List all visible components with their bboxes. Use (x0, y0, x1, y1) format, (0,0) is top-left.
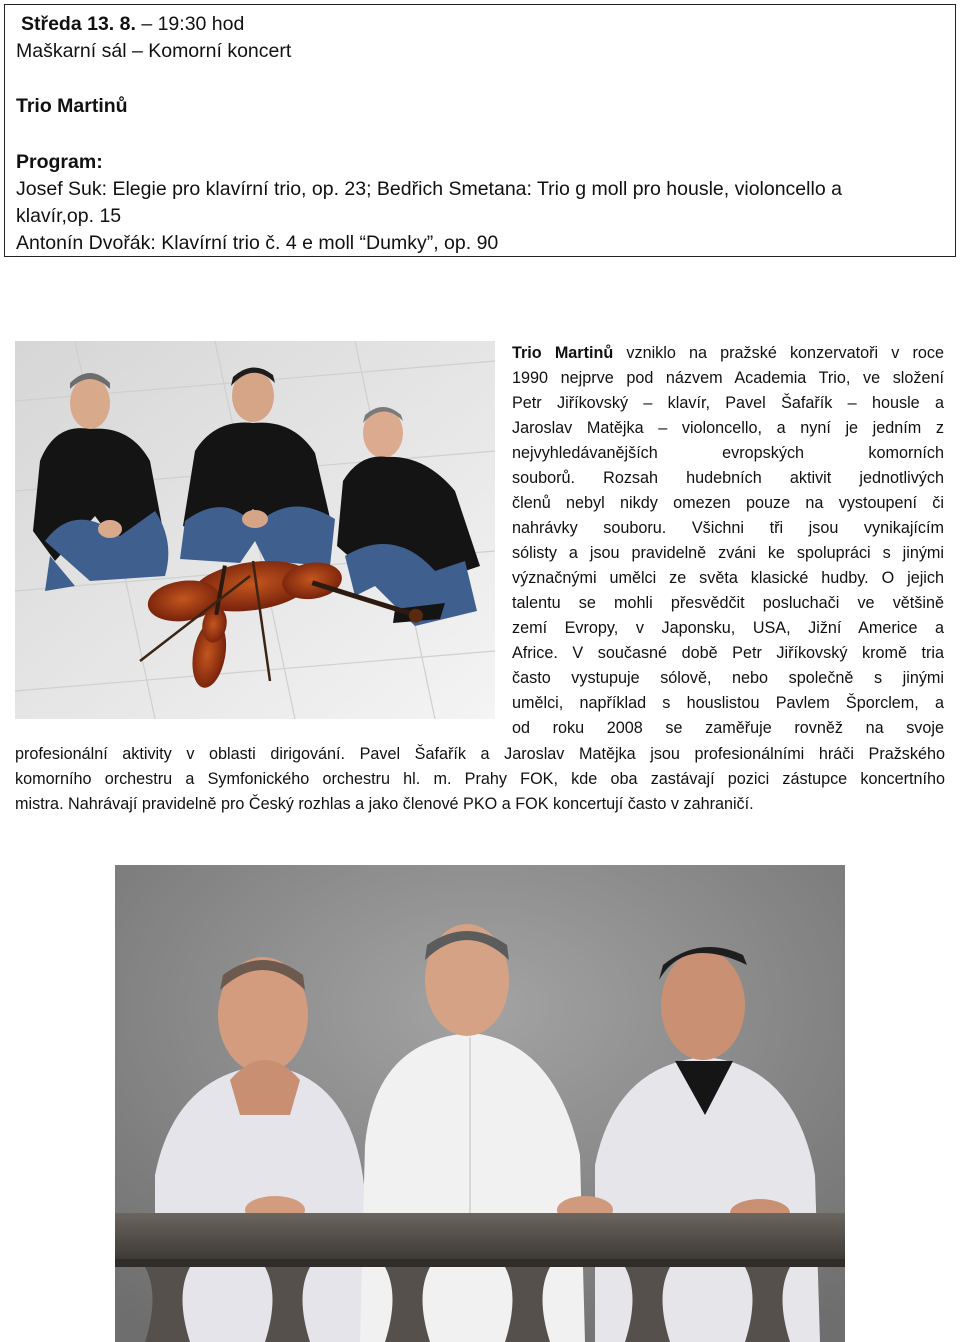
bio-line: profesionální aktivity v oblasti dirigování. Pavel Šafařík a Jaroslav Matějka jsou profesionálními hráči Pražského (15, 745, 945, 763)
bio-line: Petr Jiříkovský – klavír, Pavel Šafařík – housle a (512, 394, 944, 412)
event-info-box (4, 4, 956, 257)
event-date: Středa 13. 8. (21, 13, 136, 35)
trio-photo-balustrade (115, 865, 845, 1342)
event-datetime (21, 12, 244, 36)
bio-line: členů nebyl nikdy omezen pouze na vystoupení či (512, 494, 944, 512)
bio-line: od roku 2008 se zaměřuje rovněž na svoje (512, 719, 944, 737)
trio-photo-instruments (15, 341, 495, 719)
bio-line: souborů. Rozsah hudebních aktivit jednotlivých (512, 469, 944, 487)
program-line: Antonín Dvořák: Klavírní trio č. 4 e moll “Dumky”, op. 90 (16, 232, 499, 254)
bio-line: význačnými umělci ze světa klasické hudby. O jejich (512, 569, 944, 587)
bio-line: 1990 nejprve pod názvem Academia Trio, ve složení (512, 369, 944, 387)
bio-line: talentu se mohli přesvědčit posluchači ve většině (512, 594, 944, 612)
bio-line: komorního orchestru a Symfonického orchestru hl. m. Prahy FOK, kde oba zastávají pozici zástupce koncertního (15, 770, 945, 788)
bio-lead-name: Trio Martinů (512, 344, 614, 362)
bio-line: Trio Martinů vzniklo na pražské konzervatoři v roce (512, 344, 944, 362)
event-venue: Maškarní sál – Komorní koncert (16, 40, 292, 62)
program-line: Josef Suk: Elegie pro klavírní trio, op. 23; Bedřich Smetana: Trio g moll pro housle, violoncello a (16, 178, 842, 200)
bio-line: umělci, například s houslistou Pavlem Šporclem, a (512, 694, 944, 712)
bio-line: zemí Evropy, v Japonsku, USA, Jižní Americe a (512, 619, 944, 637)
program-label: Program: (16, 151, 103, 173)
event-time: – 19:30 hod (135, 13, 245, 35)
ensemble-name: Trio Martinů (16, 95, 128, 117)
bio-paragraph-full (15, 742, 945, 817)
bio-line: nejvyhledávanějších evropských komorních (512, 444, 944, 462)
bio-line: nahrávky souboru. Všichni tři jsou vynikajícím (512, 519, 944, 537)
bio-paragraph-right (512, 341, 944, 741)
bio-line: často vystupuje sólově, nebo společně s jinými (512, 669, 944, 687)
bio-line: Jaroslav Matějka – violoncello, a nyní je jedním z (512, 419, 944, 437)
bio-line: mistra. Nahrávají pravidelně pro Český rozhlas a jako členové PKO a FOK koncertují často v zahraničí. (15, 795, 754, 813)
program-line: klavír,op. 15 (16, 205, 122, 227)
bio-line: sólisty a jsou pravidelně zváni ke spolupráci s jinými (512, 544, 944, 562)
bio-line: Africe. V současné době Petr Jiříkovský kromě tria (512, 644, 944, 662)
